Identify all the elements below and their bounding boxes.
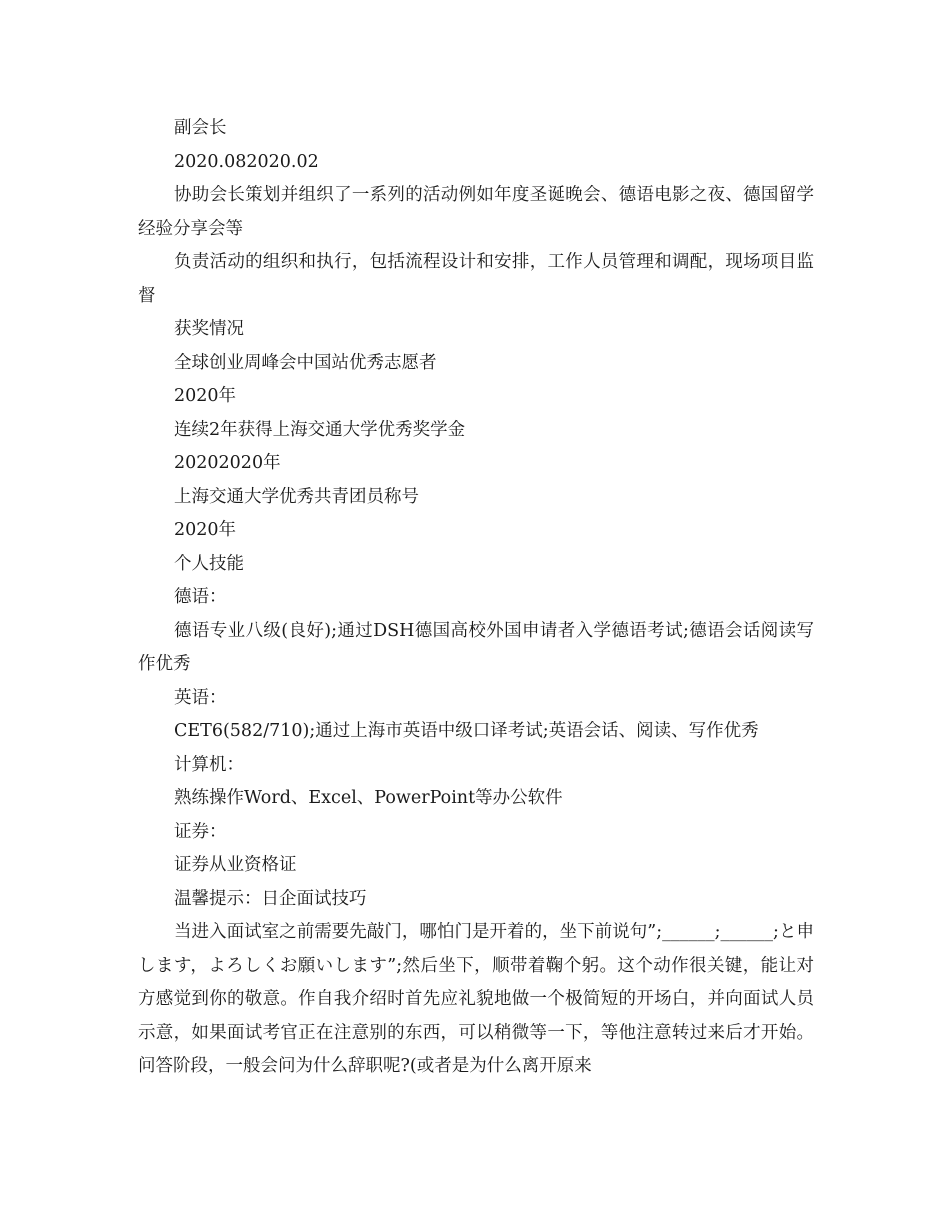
document-line: 负责活动的组织和执行，包括流程设计和安排，工作人员管理和调配，现场项目监督: [138, 252, 814, 306]
document-line: 连续2年获得上海交通大学优秀奖学金: [174, 419, 466, 440]
document-line: 计算机：: [174, 754, 244, 775]
document-line: 证券从业资格证: [174, 855, 297, 875]
document-line: 熟练操作Word、Excel、PowerPoint等办公软件: [174, 788, 563, 808]
document-line: 协助会长策划并组织了一系列的活动例如年度圣诞晚会、德语电影之夜、德国留学经验分享会等: [138, 185, 814, 239]
document-line: 2020年: [174, 520, 237, 540]
document-line: 获奖情况: [174, 319, 244, 339]
document-line: 全球创业周峰会中国站优秀志愿者: [174, 352, 437, 373]
document-line: 温馨提示：日企面试技巧: [174, 888, 367, 909]
document-page: [138, 112, 814, 1084]
document-line: 德语专业八级(良好);通过DSH德国高校外国申请者入学德语考试;德语会话阅读写作优秀: [138, 620, 814, 674]
document-line: CET6(582/710);通过上海市英语中级口译考试;英语会话、阅读、写作优秀: [174, 721, 759, 741]
document-line: 20202020年: [174, 453, 281, 473]
document-line: 当进入面试室之前需要先敲门，哪怕门是开着的，坐下前说句”;______;______;と申します，よろしくお願いします”;然后坐下，顺带着鞠个躬。这个动作很关键，能让对方感觉到你的敬意。作自我介绍时首先应礼貌地做一个极简短的开场白，并向面试人员示意，如果面试考官正在注意别的东西，可以稍微等一下，等他注意转过来后才开始。问答阶段，一般会问为什么辞职呢?(或者是为什么离开原来: [138, 922, 814, 1076]
document-line: 证券：: [174, 821, 227, 842]
document-line: 2020.082020.02: [174, 151, 319, 172]
document-line: 2020年: [174, 386, 237, 406]
document-line: 英语：: [174, 687, 227, 708]
document-line: 副会长: [174, 118, 227, 138]
document-line: 个人技能: [174, 553, 244, 574]
document-line: 德语：: [174, 587, 227, 607]
document-line: 上海交通大学优秀共青团员称号: [174, 486, 419, 507]
